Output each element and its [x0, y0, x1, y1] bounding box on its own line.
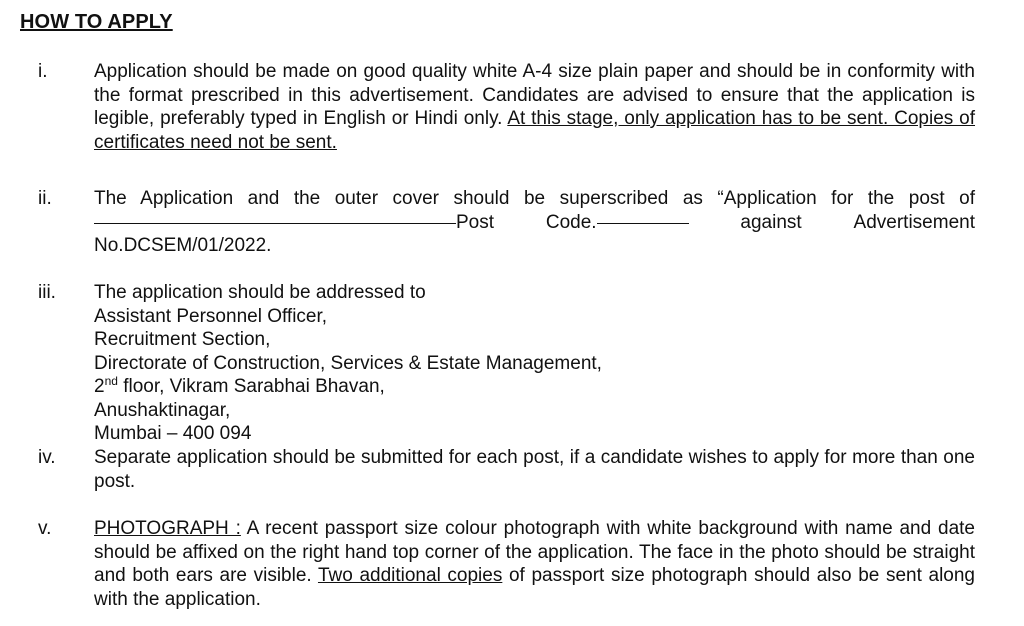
post-code-line: [94, 211, 975, 235]
item-text: [94, 60, 975, 154]
photograph-label: PHOTOGRAPH :: [94, 518, 241, 539]
item-text: [94, 281, 975, 446]
section-heading: HOW TO APPLY: [20, 11, 173, 33]
item-number: v.: [38, 518, 52, 539]
underlined-note: Two additional copies: [317, 565, 503, 586]
post-name-blank: [94, 222, 456, 224]
item-text: Separate application should be submitted for each post, if a candidate wishes to apply for more than one post.: [94, 447, 975, 492]
advertisement-number: No.DCSEM/01/2022.: [94, 235, 272, 256]
address-line: Recruitment Section,: [94, 329, 271, 350]
address-line: Mumbai – 400 094: [94, 423, 252, 444]
post-field: [94, 211, 494, 235]
floor-suffix: nd: [104, 373, 118, 388]
address-line: Anushaktinagar,: [94, 399, 231, 421]
floor-rest: floor, Vikram Sarabhai Bhavan,: [117, 376, 385, 397]
address-line: Assistant Personnel Officer,: [94, 305, 328, 327]
against-word: against: [740, 211, 802, 233]
underlined-note: At this stage, only application has to be sent. Copies of certificates need not be sent.: [94, 108, 976, 153]
item-text: [94, 517, 975, 611]
item-number: iv.: [38, 447, 56, 468]
item-number: iii.: [38, 282, 56, 303]
code-label: Code.: [545, 211, 597, 233]
code-field: [546, 211, 689, 235]
post-label: Post: [456, 211, 495, 233]
item-body: A recent passport size colour photograph with white background with name and date should be affixed on the right hand top corner of the application. The face in the photo should be straight and both ears are visible.: [94, 518, 975, 586]
advertisement-word: Advertisement: [853, 211, 975, 233]
address-floor-line: [94, 375, 975, 399]
item-line-1: The Application and the outer cover should be superscribed as “Application for the post of: [94, 188, 975, 209]
item-number: i.: [38, 61, 48, 82]
item-text: [94, 187, 975, 258]
address-intro: The application should be addressed to: [94, 282, 426, 303]
floor-number: 2: [94, 376, 105, 397]
code-blank: [597, 222, 689, 224]
item-body: Application should be made on good quality white A-4 size plain paper and should be in conformity with the format prescribed in this advertisement. Candidates are advised to ensure that the application is legible, preferably typed in English or Hindi only.: [94, 61, 975, 129]
item-body-end: of passport size photograph should also be sent along with the application.: [94, 565, 976, 610]
item-number: ii.: [38, 188, 52, 209]
address-line: Directorate of Construction, Services & Estate Management,: [94, 352, 602, 374]
